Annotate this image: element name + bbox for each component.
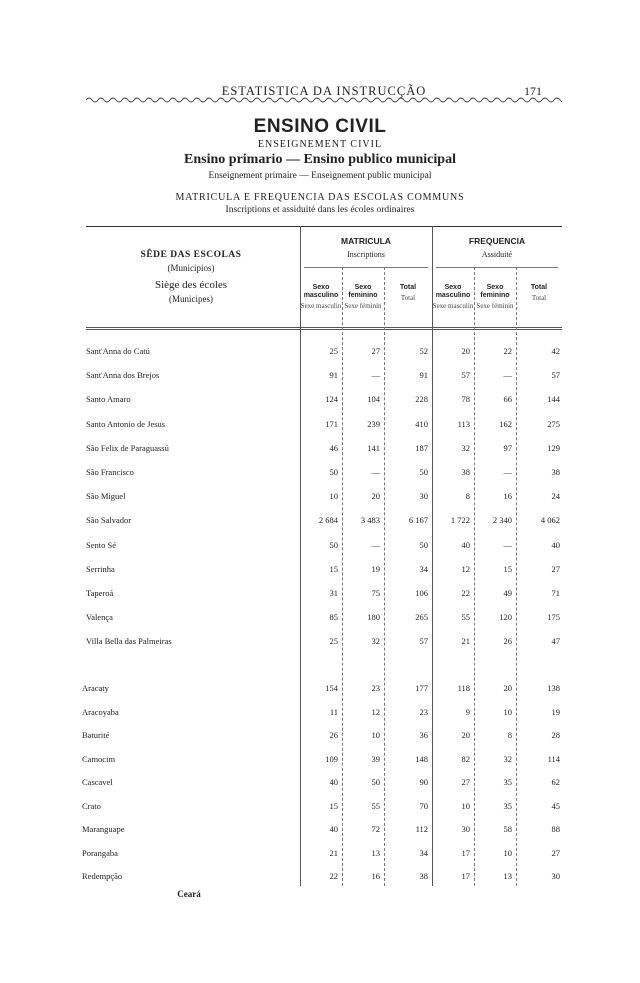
cell-value: 20	[461, 730, 470, 740]
municipality-name: Sento Sé	[86, 539, 116, 550]
cell-value: 28	[551, 730, 560, 740]
cell-value: 97	[503, 442, 512, 453]
cell-value: 50	[419, 467, 428, 477]
cell-value: 138	[547, 683, 560, 693]
cell-value: 40	[329, 777, 338, 787]
page-title-fr: ENSEIGNEMENT CIVIL	[257, 139, 383, 150]
cell-value: 20	[503, 683, 512, 693]
cell-value: 26	[329, 730, 338, 740]
col-header-label-fr: Total	[400, 294, 416, 302]
cell-value: 24	[551, 491, 560, 502]
cell-value: 38	[419, 871, 428, 881]
cell-value: 34	[419, 847, 428, 858]
cell-value: 109	[325, 753, 338, 764]
table-subject: MATRICULA E FREQUENCIA DAS ESCOLAS COMMUNS	[175, 192, 465, 203]
cell-value: 90	[419, 777, 428, 787]
municipality-name: Camocim	[82, 753, 116, 764]
municipality-name: Valença	[86, 612, 113, 623]
municipality-name: Sant'Anna do Catú	[86, 346, 150, 356]
cell-value: 2 340	[492, 515, 512, 526]
cell-value: 118	[457, 683, 470, 693]
table-row	[82, 706, 562, 721]
cell-value: 32	[371, 636, 380, 647]
col-header-label: Sexo feminino	[480, 284, 510, 299]
table-row	[86, 394, 562, 408]
table-row	[86, 346, 562, 360]
cell-value: 113	[457, 418, 470, 429]
cell-value: 30	[419, 491, 428, 502]
cell-value: 11	[329, 706, 338, 717]
cell-value: 25	[329, 346, 338, 356]
cell-value: 15	[329, 800, 338, 811]
cell-value: 78	[461, 394, 470, 405]
table-row	[86, 636, 562, 650]
cell-value: 55	[371, 800, 380, 811]
cell-value: 85	[329, 612, 338, 623]
col-header-label-fr: Sexe féminin	[476, 302, 514, 310]
cell-value: 23	[371, 683, 380, 693]
municipality-name: Maranguape	[82, 824, 125, 834]
cell-value: 9	[465, 706, 470, 717]
cell-value: 46	[329, 442, 338, 453]
table-row	[86, 564, 562, 578]
cell-value: 25	[329, 636, 338, 647]
cell-value: 141	[367, 442, 380, 453]
municipality-name: São Salvador	[86, 515, 132, 526]
cell-value: 129	[547, 442, 560, 453]
table-row	[82, 730, 562, 744]
cell-value: 30	[551, 871, 560, 881]
municipality-name: Villa Bella das Palmeiras	[86, 636, 172, 647]
cell-value: 16	[503, 491, 512, 502]
cell-value: 106	[415, 588, 428, 598]
cell-value: 35	[503, 800, 512, 811]
cell-value: 20	[371, 491, 380, 502]
frequencia-header: FREQUENCIA	[468, 236, 526, 246]
cell-value: 124	[325, 394, 338, 405]
cell-value: 10	[329, 491, 338, 502]
cell-value: 38	[551, 467, 560, 477]
cell-value: 104	[367, 394, 380, 405]
cell-value: 187	[415, 442, 428, 453]
cell-value: 26	[503, 636, 512, 647]
col-header	[342, 284, 384, 310]
cell-value: 40	[329, 824, 338, 834]
col-header-label: Sexo masculino	[303, 284, 339, 299]
cell-value: 49	[503, 588, 512, 598]
cell-value: 62	[551, 777, 560, 787]
cell-value: 4 062	[540, 515, 560, 526]
stub-subtitle: (Municipios)	[167, 263, 215, 273]
col-header	[384, 284, 432, 302]
cell-value: 32	[461, 442, 470, 453]
cell-value: 2 684	[318, 515, 338, 526]
cell-value: 23	[419, 706, 428, 717]
cell-value: 50	[329, 539, 338, 550]
table-row	[86, 443, 562, 457]
table-row	[86, 612, 562, 626]
cell-value: 120	[499, 612, 512, 623]
municipality-name: Crato	[82, 800, 101, 811]
matricula-rule	[304, 267, 428, 268]
table-row	[86, 588, 562, 602]
cell-value: —	[371, 539, 380, 550]
cell-value: 40	[551, 539, 560, 550]
cell-value: 8	[507, 730, 512, 740]
table-row	[86, 370, 562, 384]
cell-value: 114	[547, 753, 560, 764]
table-row	[82, 824, 562, 838]
table-top-rule	[86, 226, 562, 227]
cell-value: 88	[551, 824, 560, 834]
cell-value: 1 722	[450, 515, 470, 526]
page-number: 171	[524, 84, 542, 98]
cell-value: 148	[415, 753, 428, 764]
cell-value: 45	[551, 800, 560, 811]
municipality-name: Porangaba	[82, 847, 118, 858]
cell-value: 22	[503, 346, 512, 356]
col-header-label-fr: Sexe masculin	[432, 302, 474, 310]
cell-value: 8	[465, 491, 470, 502]
cell-value: 162	[499, 418, 512, 429]
table-row	[82, 683, 562, 697]
statistics-table	[82, 226, 562, 899]
wavy-rule	[86, 96, 562, 104]
cell-value: 35	[503, 777, 512, 787]
table-row	[86, 467, 562, 481]
cell-value: 21	[329, 847, 338, 858]
municipality-name: São Felix de Paraguassú	[86, 442, 169, 453]
cell-value: 19	[551, 706, 560, 717]
section-title: Ensino primario — Ensino publico municipal	[184, 152, 456, 167]
section-title-fr: Enseignement primaire — Enseignement public municipal	[208, 171, 432, 181]
municipality-name: São Miguel	[86, 491, 126, 502]
cell-value: 91	[419, 370, 428, 381]
municipality-name: Baturité	[82, 730, 110, 740]
cell-value: —	[371, 467, 380, 477]
cell-value: 47	[551, 636, 560, 647]
cell-value: 40	[461, 539, 470, 550]
cell-value: 75	[371, 588, 380, 598]
cell-value: 32	[503, 753, 512, 764]
table-row	[86, 540, 562, 554]
frequencia-header-fr: Assiduité	[481, 250, 513, 259]
cell-value: 22	[461, 588, 470, 598]
cell-value: 22	[329, 871, 338, 881]
cell-value: 19	[371, 563, 380, 574]
cell-value: 17	[461, 871, 470, 881]
municipality-name: Santo Amaro	[86, 394, 131, 405]
cell-value: 55	[461, 612, 470, 623]
cell-value: 12	[461, 563, 470, 574]
col-header-label-fr: Sexe masculin	[300, 302, 342, 310]
cell-value: 57	[419, 636, 428, 647]
matricula-header-fr: Inscriptions	[347, 250, 385, 259]
table-row	[82, 753, 562, 768]
cell-value: 3 483	[360, 515, 380, 526]
cell-value: 82	[461, 753, 470, 764]
cell-value: —	[503, 539, 512, 550]
cell-value: 275	[547, 418, 560, 429]
cell-value: 13	[503, 871, 512, 881]
cell-value: 15	[329, 563, 338, 574]
cell-value: 70	[419, 800, 428, 811]
cell-value: 144	[547, 394, 560, 405]
municipality-name: Aracaty	[82, 683, 109, 693]
cell-value: 10	[503, 847, 512, 858]
cell-value: 57	[551, 370, 560, 381]
cell-value: 17	[461, 847, 470, 858]
cell-value: 38	[461, 467, 470, 477]
stub-subtitle-fr: (Municipes)	[169, 294, 213, 304]
table-subject-fr: Inscriptions et assiduité dans les écoles ordinaires	[225, 205, 415, 215]
municipality-name: Cascavel	[82, 777, 113, 787]
cell-value: 50	[371, 777, 380, 787]
cell-value: 27	[551, 847, 560, 858]
table-row	[82, 800, 562, 815]
state-heading-ceara: Ceará	[177, 889, 201, 899]
page-title: ENSINO CIVIL	[253, 116, 387, 137]
stub-title: SÊDE DAS ESCOLAS	[140, 250, 242, 260]
cell-value: 71	[551, 588, 560, 598]
col-header-label: Sexo feminino	[348, 284, 378, 299]
cell-value: 6 167	[408, 515, 428, 526]
cell-value: —	[371, 370, 380, 381]
cell-value: 36	[419, 730, 428, 740]
municipality-name: Taperoá	[86, 588, 114, 598]
municipality-name: Santo Antonio de Jesus	[86, 418, 166, 429]
municipality-name: Redempção	[82, 871, 123, 881]
cell-value: 410	[415, 418, 428, 429]
stub-title-fr: Siège des écoles	[154, 279, 228, 291]
cell-value: 175	[547, 612, 560, 623]
col-header	[300, 284, 342, 310]
cell-value: 50	[419, 539, 428, 550]
cell-value: 52	[419, 346, 428, 356]
cell-value: 50	[329, 467, 338, 477]
cell-value: 20	[461, 346, 470, 356]
table-row	[82, 777, 562, 791]
cell-value: —	[503, 467, 512, 477]
cell-value: 265	[415, 612, 428, 623]
cell-value: 21	[461, 636, 470, 647]
header-double-rule	[86, 327, 562, 330]
cell-value: 27	[371, 346, 380, 356]
cell-value: 58	[503, 824, 512, 834]
cell-value: 30	[461, 824, 470, 834]
cell-value: 91	[329, 370, 338, 381]
col-header-label: Sexo masculino	[435, 284, 471, 299]
cell-value: 154	[325, 683, 338, 693]
table-row	[86, 491, 562, 505]
cell-value: 10	[461, 800, 470, 811]
cell-value: 16	[371, 871, 380, 881]
col-header-label: Total	[530, 284, 548, 291]
cell-value: 27	[551, 563, 560, 574]
table-row	[86, 419, 562, 433]
running-title: ESTATISTICA DA INSTRUCÇÃO	[221, 84, 427, 98]
col-header	[474, 284, 516, 310]
cell-value: 10	[371, 730, 380, 740]
table-row	[82, 847, 562, 862]
cell-value: 72	[371, 824, 380, 834]
col-header-label-fr: Total	[531, 294, 547, 302]
cell-value: 12	[371, 706, 380, 717]
cell-value: 66	[503, 394, 512, 405]
cell-value: 239	[367, 418, 380, 429]
cell-value: 228	[415, 394, 428, 405]
col-header	[516, 284, 562, 302]
cell-value: 180	[367, 612, 380, 623]
col-header-label: Total	[399, 284, 417, 291]
cell-value: 112	[415, 824, 428, 834]
col-header	[432, 284, 474, 310]
cell-value: 39	[371, 753, 380, 764]
col-header-label-fr: Sexe féminin	[344, 302, 382, 310]
table-row	[86, 515, 562, 529]
cell-value: 42	[551, 346, 560, 356]
municipality-name: São Francisco	[86, 467, 134, 477]
cell-value: 13	[371, 847, 380, 858]
frequencia-rule	[436, 267, 558, 268]
municipality-name: Sant'Anna dos Brejos	[86, 370, 160, 381]
cell-value: —	[503, 370, 512, 381]
cell-value: 171	[325, 418, 338, 429]
municipality-name: Aracoyaba	[82, 706, 119, 717]
cell-value: 27	[461, 777, 470, 787]
cell-value: 10	[503, 706, 512, 717]
cell-value: 15	[503, 563, 512, 574]
cell-value: 177	[415, 683, 428, 693]
cell-value: 57	[461, 370, 470, 381]
cell-value: 34	[419, 563, 428, 574]
municipality-name: Serrinha	[86, 563, 115, 574]
cell-value: 31	[329, 588, 338, 598]
matricula-header: MATRICULA	[341, 236, 391, 246]
table-row	[82, 871, 562, 885]
